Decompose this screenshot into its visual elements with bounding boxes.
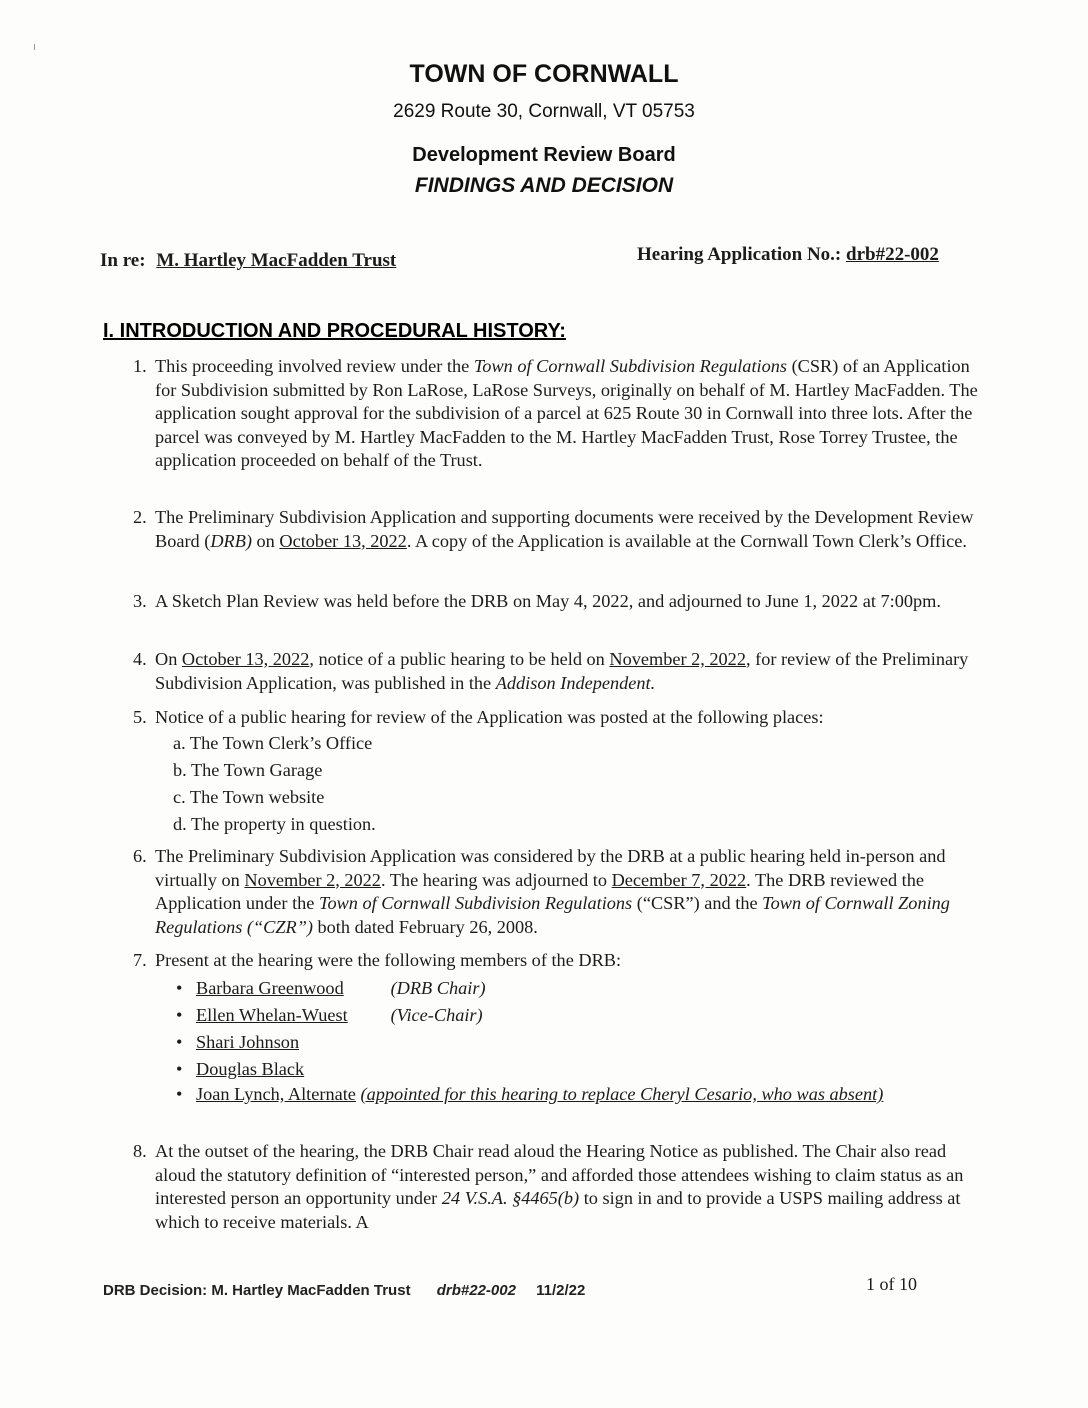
footer-case-number: drb#22-002: [436, 1282, 516, 1299]
in-re-line: [100, 250, 396, 272]
item-3: 3. A Sketch Plan Review was held before the DRB on May 4, 2022, and adjourned to June 1, 2022 at 7:00pm.: [133, 591, 941, 611]
posting-place: b. The Town Garage: [173, 760, 323, 780]
item-2: 2. The Preliminary Subdivision Application and supporting documents were received by the Development Review Board (DRB) on October 13, 2022. A copy of the Application is available at the Cornwall Town Clerk’s Office.: [133, 507, 974, 551]
item-4: 4. On October 13, 2022, notice of a public hearing to be held on November 2, 2022, for review of the Preliminary Subdivision Application, was published in the Addison Independent.: [133, 649, 969, 693]
member-row: • Douglas Black: [176, 1059, 305, 1079]
town-title: TOWN OF CORNWALL: [409, 60, 679, 88]
item-7: 7. Present at the hearing were the following members of the DRB:: [133, 950, 622, 970]
posting-place: d. The property in question.: [173, 814, 376, 834]
member-row: • Barbara Greenwood (DRB Chair): [176, 978, 486, 998]
section-title: I. INTRODUCTION AND PROCEDURAL HISTORY:: [103, 320, 566, 342]
page-number: 1 of 10: [866, 1274, 917, 1294]
member-row: • Shari Johnson: [176, 1032, 300, 1052]
document-title: FINDINGS AND DECISION: [414, 174, 674, 197]
item-5: 5. Notice of a public hearing for review of the Application was posted at the following places:: [133, 707, 824, 727]
posting-place: c. The Town website: [173, 787, 325, 807]
footer-date: 11/2/22: [536, 1282, 586, 1299]
footer-title: DRB Decision: M. Hartley MacFadden Trust: [103, 1282, 411, 1299]
posting-place: a. The Town Clerk’s Office: [173, 733, 373, 753]
footer: [103, 1282, 585, 1299]
item-6: 6. The Preliminary Subdivision Application was considered by the DRB at a public hearing held in-person and virtually on November 2, 2022. The hearing was adjourned to December 7, 2022. The DRB reviewed the Application under the Town of Cornwall Subdivision Regulations (“CSR”) and the Town of Cornwall Zoning Regulations (“CZR”) both dated February 26, 2008.: [133, 846, 950, 937]
town-address: 2629 Route 30, Cornwall, VT 05753: [393, 101, 695, 122]
member-row: • Ellen Whelan-Wuest (Vice-Chair): [176, 1005, 483, 1025]
in-re-label: In re:: [100, 250, 146, 271]
board-name: Development Review Board: [412, 144, 676, 166]
item-8: 8. At the outset of the hearing, the DRB Chair read aloud the Hearing Notice as published. The Chair also read aloud the statutory definition of “interested person,” and afforded those attendees wishing to claim status as an interested person an opportunity under 24 V.S.A. §4465(b) to sign in and to provide a USPS mailing address at which to receive materials. A: [133, 1141, 964, 1232]
application-number-line: [637, 244, 939, 266]
application-label: Hearing Application No.:: [637, 244, 842, 265]
member-row: • Joan Lynch, Alternate (appointed for this hearing to replace Cheryl Cesario, who was absent): [176, 1084, 884, 1104]
item-1: 1. This proceeding involved review under the Town of Cornwall Subdivision Regulations (CSR) of an Application for Subdivision submitted by Ron LaRose, LaRose Surveys, originally on behalf of M. Hartley MacFadden. The application sought approval for the subdivision of a parcel at 625 Route 30 in Cornwall into three lots. After the parcel was conveyed by M. Hartley MacFadden to the M. Hartley MacFadden Trust, Rose Torrey Trustee, the application proceeded on behalf of the Trust.: [133, 356, 978, 470]
in-re-value: M. Hartley MacFadden Trust: [156, 250, 397, 271]
application-number: drb#22-002: [846, 244, 939, 265]
scan-mark: [34, 44, 35, 50]
